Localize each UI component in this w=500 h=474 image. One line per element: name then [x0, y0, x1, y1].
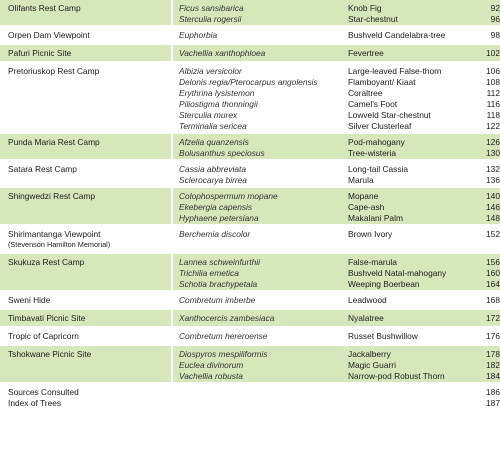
common-name: Fevertree: [348, 48, 384, 58]
common-name: Jackalberry: [348, 349, 391, 359]
location-name: Tropic of Capricorn: [8, 331, 79, 341]
page-number: 148: [486, 213, 500, 223]
page-numbers-cell: [468, 62, 500, 133]
location-name: Shirimantanga Viewpoint: [8, 229, 101, 239]
location-name: Orpen Dam Viewpoint: [8, 30, 90, 40]
common-name: Lowveld Star-chestnut: [348, 110, 431, 120]
location-cell: [0, 160, 171, 187]
footer-page: 187: [486, 398, 500, 408]
common-name: Silver Clusterleaf: [348, 121, 412, 131]
footer-pages-cell: [468, 383, 500, 411]
scientific-name: Sterculia rogersii: [179, 14, 242, 24]
scientific-names-cell: [173, 133, 344, 160]
common-names-cell: [344, 44, 468, 62]
common-name: Knob Fig: [348, 3, 382, 13]
location-cell: [0, 26, 171, 44]
page-number: 122: [486, 121, 500, 131]
page-numbers-cell: [468, 253, 500, 291]
location-row: [0, 187, 500, 225]
page-numbers-cell: [468, 327, 500, 345]
location-cell: [0, 187, 171, 225]
scientific-name: Combretum imberbe: [179, 295, 256, 305]
footer-row: [0, 383, 500, 411]
location-cell: [0, 62, 171, 133]
page-number: 182: [486, 360, 500, 370]
common-name: Weeping Boerbean: [348, 279, 420, 289]
page-number: 178: [486, 349, 500, 359]
common-name: Narrow-pod Robust Thorn: [348, 371, 445, 381]
page-numbers-cell: [468, 133, 500, 160]
page-number: 146: [486, 202, 500, 212]
location-cell: [0, 44, 171, 62]
footer-page: 186: [486, 387, 500, 397]
footer-spacer: [344, 383, 468, 411]
page-number: 96: [490, 14, 500, 24]
location-cell: [0, 345, 171, 383]
page-number: 132: [486, 164, 500, 174]
scientific-names-cell: [173, 309, 344, 327]
scientific-name: Erythrina lysistemon: [179, 88, 255, 98]
page-number: 106: [486, 66, 500, 76]
page-number: 168: [486, 295, 500, 305]
scientific-name: Bolusanthus speciosus: [179, 148, 265, 158]
location-row: [0, 225, 500, 253]
common-name: Coraltree: [348, 88, 383, 98]
page-numbers-cell: [468, 225, 500, 253]
page-number: 152: [486, 229, 500, 239]
page-numbers-cell: [468, 309, 500, 327]
scientific-name: Sterculia murex: [179, 110, 238, 120]
page-number: 172: [486, 313, 500, 323]
scientific-name: Vachellia xanthophloea: [179, 48, 266, 58]
page-numbers-cell: [468, 160, 500, 187]
scientific-names-cell: [173, 44, 344, 62]
page-number: 92: [490, 3, 500, 13]
common-name: Tree-wisteria: [348, 148, 397, 158]
common-name: Camel's Foot: [348, 99, 398, 109]
scientific-names-cell: [173, 62, 344, 133]
scientific-name: Euphorbia: [179, 30, 218, 40]
page-numbers-cell: [468, 26, 500, 44]
common-name: Pod-mahogany: [348, 137, 405, 147]
page-number: 102: [486, 48, 500, 58]
location-row: [0, 253, 500, 291]
scientific-name: Terminalia sericea: [179, 121, 247, 131]
common-name: Magic Guarri: [348, 360, 396, 370]
page-number: 112: [486, 88, 500, 98]
common-names-cell: [344, 253, 468, 291]
common-name: Star-chestnut: [348, 14, 398, 24]
scientific-names-cell: [173, 345, 344, 383]
scientific-name: Ekebergia capensis: [179, 202, 253, 212]
scientific-names-cell: [173, 253, 344, 291]
page-numbers-cell: [468, 291, 500, 309]
common-names-cell: [344, 291, 468, 309]
location-name: Olifants Rest Camp: [8, 3, 81, 13]
scientific-names-cell: [173, 187, 344, 225]
common-name: Brown Ivory: [348, 229, 393, 239]
location-row: [0, 26, 500, 44]
common-names-cell: [344, 327, 468, 345]
location-name: Shingwedzi Rest Camp: [8, 191, 96, 201]
common-name: Bushveld Natal-mahogany: [348, 268, 447, 278]
scientific-names-cell: [173, 0, 344, 26]
location-row: [0, 160, 500, 187]
scientific-name: Ficus sansibarica: [179, 3, 244, 13]
scientific-names-cell: [173, 225, 344, 253]
page-numbers-cell: [468, 0, 500, 26]
common-names-cell: [344, 133, 468, 160]
location-row: [0, 345, 500, 383]
common-name: Russet Bushwillow: [348, 331, 418, 341]
scientific-names-cell: [173, 327, 344, 345]
scientific-name: Trichilia emetica: [179, 268, 239, 278]
location-name: Sweni Hide: [8, 295, 51, 305]
page-number: 176: [486, 331, 500, 341]
scientific-name: Delonis regia/Pterocarpus angolensis: [179, 77, 318, 87]
footer-label: Sources Consulted: [8, 387, 79, 397]
location-row: [0, 133, 500, 160]
scientific-name: Berchemia discolor: [179, 229, 251, 239]
common-name: Mopane: [348, 191, 379, 201]
scientific-name: Euclea divinorum: [179, 360, 244, 370]
page-number: 126: [486, 137, 500, 147]
common-names-cell: [344, 62, 468, 133]
scientific-names-cell: [173, 26, 344, 44]
scientific-name: Colophospermum mopane: [179, 191, 278, 201]
location-name: Punda Maria Rest Camp: [8, 137, 100, 147]
common-names-cell: [344, 187, 468, 225]
location-name: Tshokwane Picnic Site: [8, 349, 92, 359]
location-subtitle: (Stevenson Hamilton Memorial): [8, 240, 111, 249]
footer-labels-cell: [0, 383, 171, 411]
scientific-name: Lannea schweinfurthii: [179, 257, 261, 267]
common-name: Leadwood: [348, 295, 387, 305]
footer-spacer: [173, 383, 344, 411]
location-cell: [0, 253, 171, 291]
common-names-cell: [344, 0, 468, 26]
common-names-cell: [344, 345, 468, 383]
page-number: 140: [486, 191, 500, 201]
common-names-cell: [344, 225, 468, 253]
location-name: Satara Rest Camp: [8, 164, 77, 174]
common-name: Cape-ash: [348, 202, 385, 212]
location-row: [0, 291, 500, 309]
common-name: Bushveld Candelabra-tree: [348, 30, 446, 40]
page-number: 136: [486, 175, 500, 185]
location-cell: [0, 0, 171, 26]
scientific-names-cell: [173, 291, 344, 309]
page-number: 184: [486, 371, 500, 381]
scientific-name: Combretum hereroense: [179, 331, 268, 341]
location-row: [0, 0, 500, 26]
scientific-name: Afzelia quanzensis: [179, 137, 249, 147]
common-name: Makalani Palm: [348, 213, 403, 223]
common-name: Long-tail Cassia: [348, 164, 409, 174]
page-number: 130: [486, 148, 500, 158]
scientific-name: Albizia versicolor: [179, 66, 242, 76]
page-number: 98: [490, 30, 500, 40]
page-numbers-cell: [468, 345, 500, 383]
location-name: Timbavati Picnic Site: [8, 313, 86, 323]
page-numbers-cell: [468, 44, 500, 62]
common-names-cell: [344, 160, 468, 187]
location-row: [0, 62, 500, 133]
location-cell: [0, 327, 171, 345]
page-number: 108: [486, 77, 500, 87]
location-name: Pafuri Picnic Site: [8, 48, 72, 58]
location-name: Skukuza Rest Camp: [8, 257, 85, 267]
location-row: [0, 309, 500, 327]
scientific-name: Schotia brachypetala: [179, 279, 258, 289]
location-row: [0, 44, 500, 62]
location-cell: [0, 133, 171, 160]
page-number: 164: [486, 279, 500, 289]
location-cell: [0, 225, 171, 253]
scientific-name: Diospyros mespiliformis: [179, 349, 268, 359]
page-number: 118: [486, 110, 500, 120]
scientific-name: Xanthocercis zambesiaca: [179, 313, 275, 323]
scientific-name: Piliostigma thonningii: [179, 99, 258, 109]
common-name: Marula: [348, 175, 374, 185]
common-name: False-marula: [348, 257, 397, 267]
scientific-name: Sclerocarya birrea: [179, 175, 247, 185]
page-number: 156: [486, 257, 500, 267]
footer-label: Index of Trees: [8, 398, 62, 408]
page-number: 160: [486, 268, 500, 278]
scientific-name: Hyphaene petersiana: [179, 213, 259, 223]
page-numbers-cell: [468, 187, 500, 225]
common-name: Flamboyant/ Kiaat: [348, 77, 416, 87]
location-name: Pretoriuskop Rest Camp: [8, 66, 100, 76]
location-cell: [0, 291, 171, 309]
common-name: Large-leaved False-thorn: [348, 66, 442, 76]
location-row: [0, 327, 500, 345]
location-cell: [0, 309, 171, 327]
common-names-cell: [344, 309, 468, 327]
scientific-names-cell: [173, 160, 344, 187]
scientific-name: Cassia abbreviata: [179, 164, 247, 174]
scientific-name: Vachellia robusta: [179, 371, 243, 381]
common-names-cell: [344, 26, 468, 44]
common-name: Nyalatree: [348, 313, 384, 323]
page-number: 116: [486, 99, 500, 109]
